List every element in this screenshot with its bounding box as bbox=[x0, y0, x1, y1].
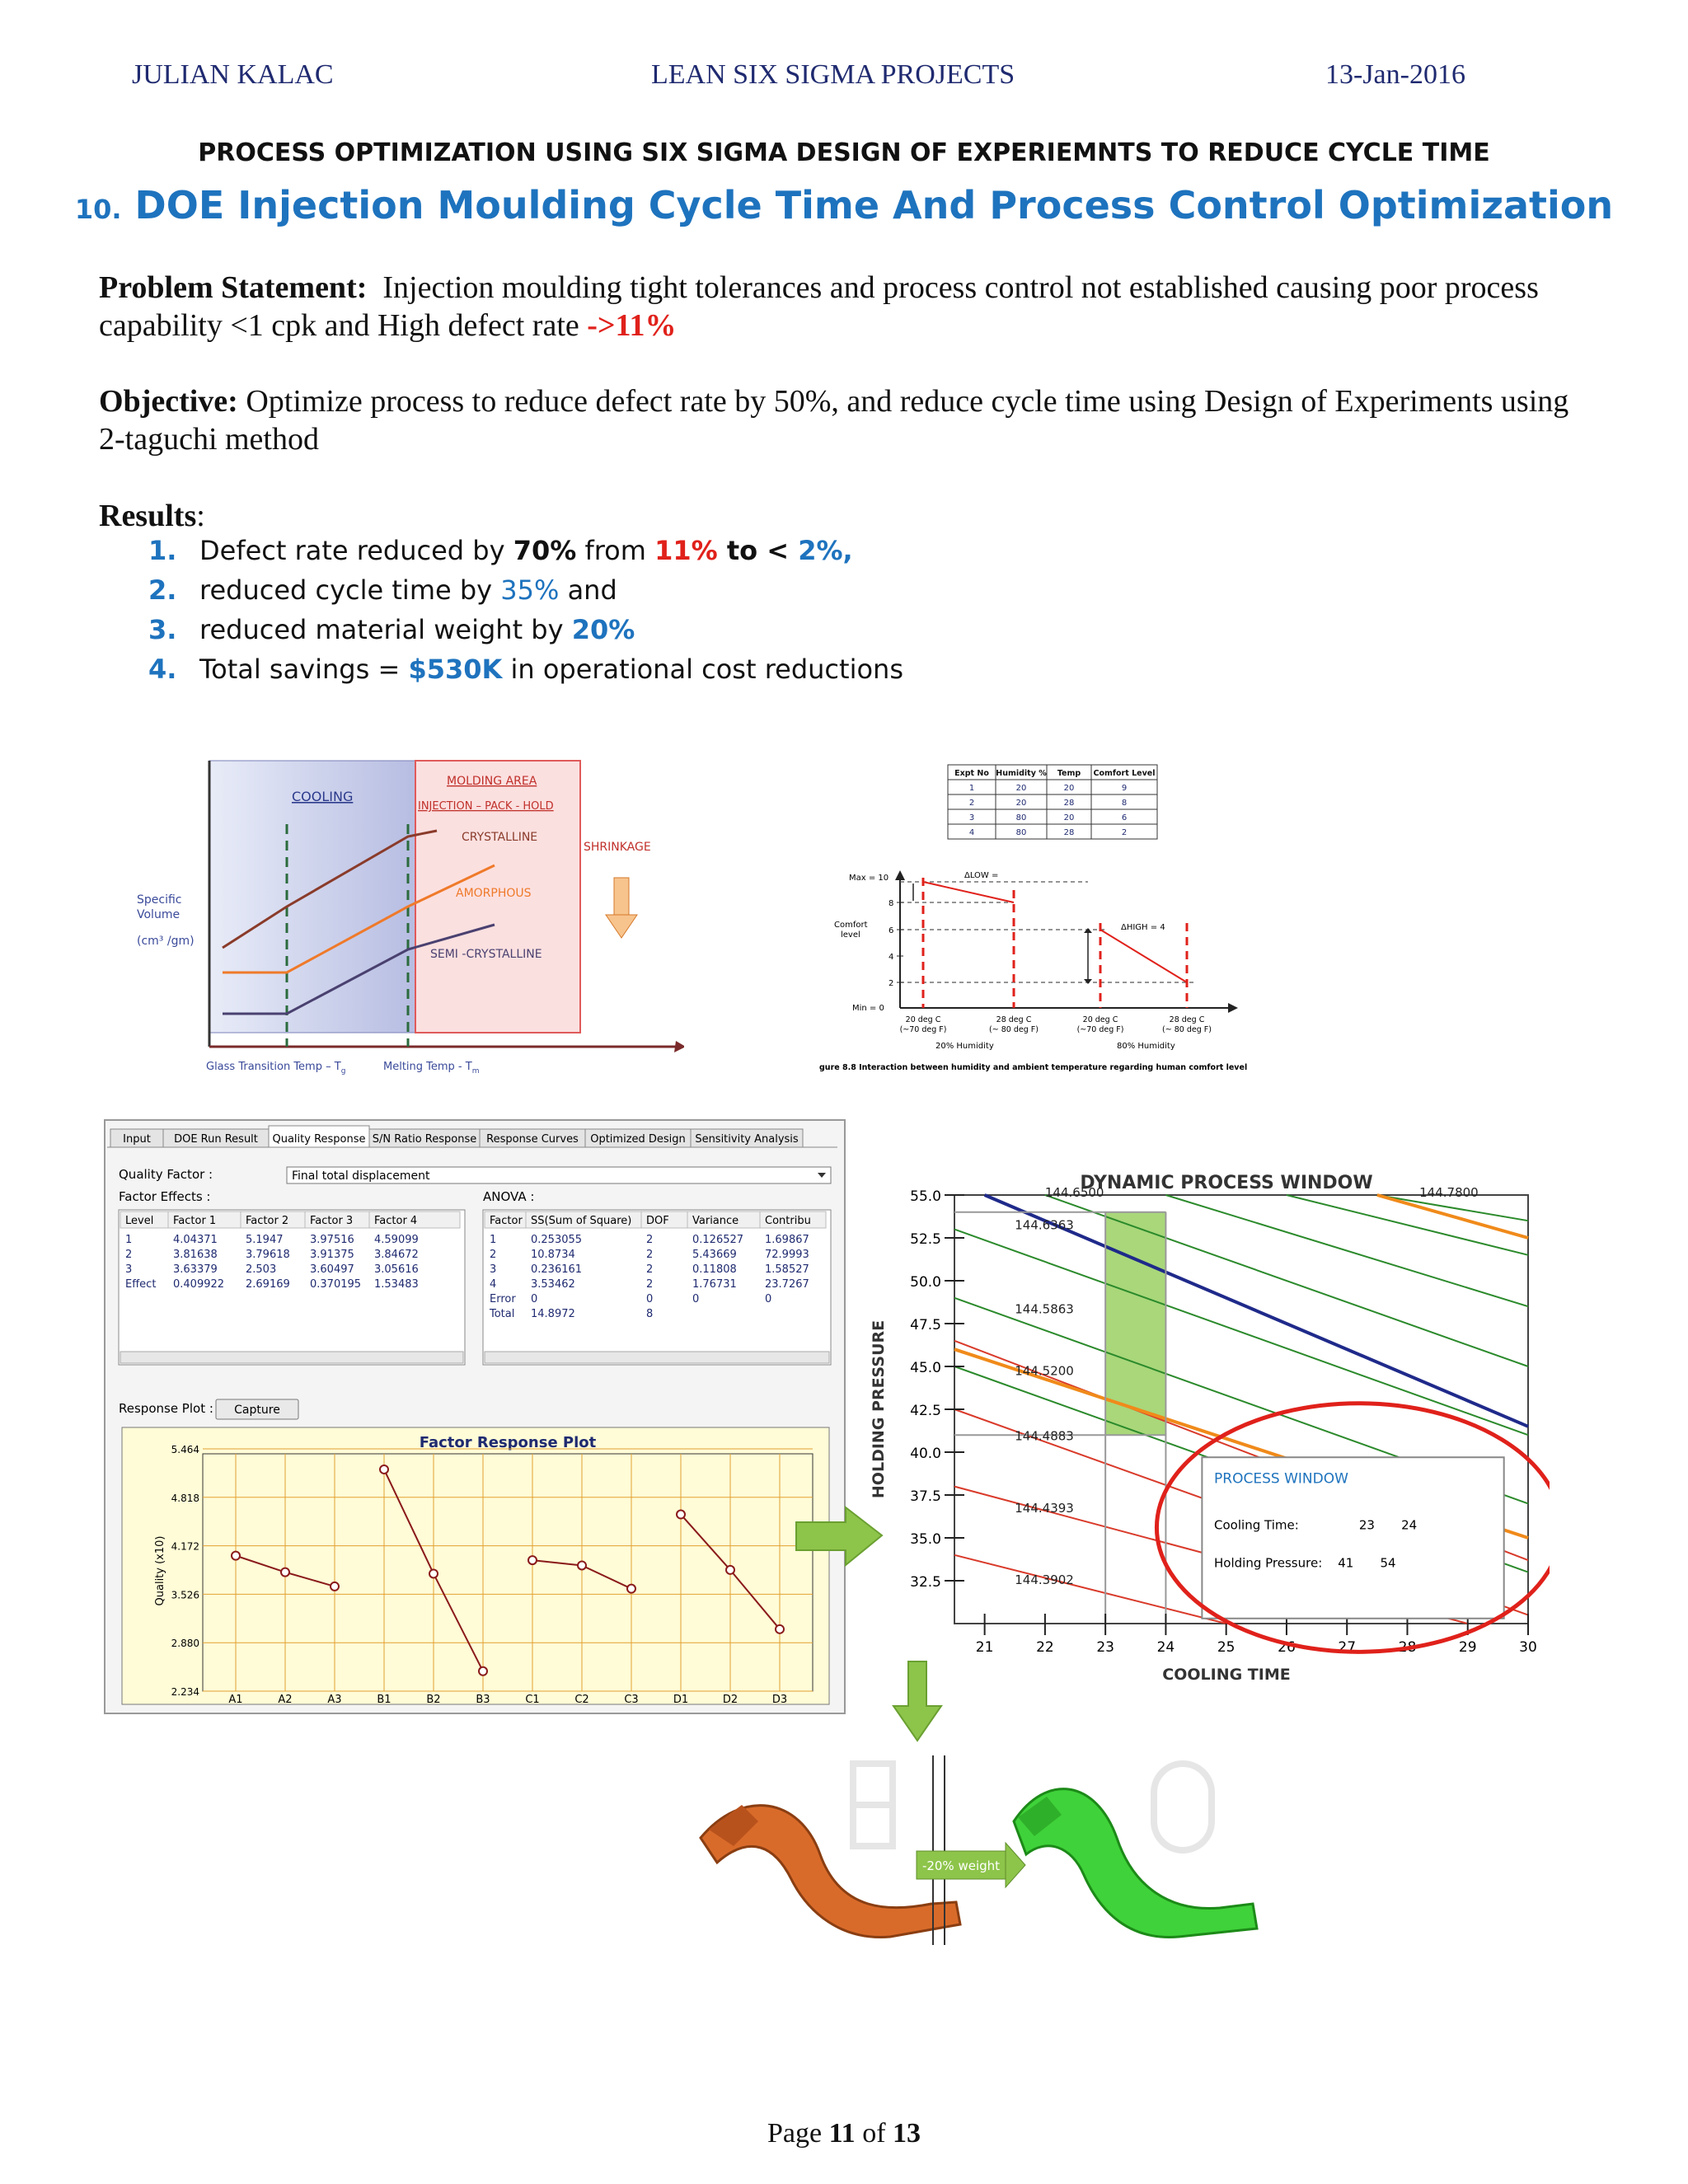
table-cell: 4.59099 bbox=[374, 1234, 419, 1246]
x-tick-label: B3 bbox=[476, 1694, 490, 1706]
y-tick-label: 50.0 bbox=[910, 1274, 941, 1291]
y-tick-label: 4.818 bbox=[171, 1492, 199, 1504]
x-tick-label: 29 bbox=[1458, 1639, 1477, 1656]
process-window-title: PROCESS WINDOW bbox=[1214, 1470, 1348, 1488]
table-cell: 3.97516 bbox=[310, 1234, 354, 1246]
table-cell: 2 bbox=[490, 1249, 497, 1261]
comfort-x-ticks bbox=[900, 1015, 1212, 1034]
pressure-label: Holding Pressure: bbox=[1214, 1555, 1323, 1571]
comfort-table-text: Temp bbox=[1057, 769, 1081, 778]
y-tick-label: 5.464 bbox=[171, 1444, 199, 1455]
delta-low-label: ΔLOW = bbox=[964, 871, 999, 880]
comfort-caption: gure 8.8 Interaction between humidity and ambient temperature regarding human comfort level bbox=[819, 1063, 1248, 1072]
table-header: Factor bbox=[490, 1215, 523, 1227]
comfort-table-text: 20 bbox=[1063, 813, 1075, 823]
table-cell: 8 bbox=[646, 1308, 654, 1320]
pressure-min: 41 bbox=[1338, 1555, 1354, 1571]
y-tick-label: 8 bbox=[889, 899, 894, 908]
data-point bbox=[429, 1569, 438, 1577]
y-tick-label: 2.234 bbox=[171, 1686, 199, 1698]
table-header: Factor 2 bbox=[246, 1215, 289, 1227]
objective-text: Optimize process to reduce defect rate by 50%, and reduce cycle time using Design of Experiments using 2-taguchi method bbox=[99, 384, 1569, 457]
table-cell: 3.05616 bbox=[374, 1263, 419, 1276]
table-cell: 23.7267 bbox=[765, 1278, 809, 1291]
comfort-table bbox=[948, 765, 1157, 839]
x-tick-sublabel: (~ 80 deg F) bbox=[1162, 1025, 1212, 1034]
cooling-min: 23 bbox=[1358, 1517, 1375, 1533]
tab-strip bbox=[107, 1126, 837, 1147]
delta-high-label: ΔHIGH = 4 bbox=[1121, 923, 1165, 932]
x-tick-label: D1 bbox=[673, 1694, 689, 1706]
comfort-table-text: Humidity % bbox=[996, 769, 1047, 778]
data-point bbox=[281, 1568, 289, 1577]
x-tick-label: B1 bbox=[377, 1694, 392, 1706]
comfort-table-text: 8 bbox=[1121, 799, 1128, 808]
data-point bbox=[232, 1552, 240, 1560]
tab-label: DOE Run Result bbox=[174, 1133, 258, 1146]
y-tick-label: 45.0 bbox=[910, 1360, 941, 1376]
x-tick-label: 27 bbox=[1338, 1639, 1357, 1656]
problem-statement bbox=[99, 269, 1599, 344]
contour-label: 144.5863 bbox=[1015, 1301, 1074, 1317]
table-cell: 0.409922 bbox=[173, 1278, 225, 1291]
table-header: SS(Sum of Square) bbox=[531, 1215, 632, 1227]
specific-volume-diagram bbox=[124, 733, 684, 1080]
table-cell: 10.8734 bbox=[531, 1249, 575, 1261]
table-header: Variance bbox=[692, 1215, 739, 1227]
table-cell: 3.81638 bbox=[173, 1249, 218, 1261]
contour-label: 144.3902 bbox=[1015, 1572, 1074, 1588]
table-cell: 1.58527 bbox=[765, 1263, 809, 1276]
tab-label: S/N Ratio Response bbox=[372, 1133, 477, 1146]
x-tick-sublabel: (~70 deg F) bbox=[1076, 1025, 1124, 1034]
group-20-label: 20% Humidity bbox=[935, 1042, 994, 1051]
shrinkage-label: SHRINKAGE bbox=[584, 841, 651, 854]
y-tick-label: 55.0 bbox=[910, 1188, 941, 1205]
comfort-table-text: 20 bbox=[1015, 799, 1027, 808]
x-label-glass: Glass Transition Temp – T bbox=[206, 1061, 341, 1073]
data-point bbox=[726, 1566, 734, 1574]
objective bbox=[99, 382, 1599, 458]
table-cell: 72.9993 bbox=[765, 1249, 809, 1261]
x-tick-label: 23 bbox=[1096, 1639, 1114, 1656]
table-cell: 0.126527 bbox=[692, 1234, 744, 1246]
objective-label: Objective: bbox=[99, 384, 238, 419]
x-tick-label: 25 bbox=[1217, 1639, 1236, 1656]
data-point bbox=[528, 1556, 537, 1564]
data-point bbox=[479, 1667, 487, 1675]
table-cell: 0 bbox=[692, 1293, 700, 1305]
comfort-table-text: 3 bbox=[968, 813, 975, 823]
x-tick-sublabel: (~70 deg F) bbox=[899, 1025, 947, 1034]
table-header: Factor 4 bbox=[374, 1215, 418, 1227]
table-cell: 4.04371 bbox=[173, 1234, 218, 1246]
chart-title: DYNAMIC PROCESS WINDOW bbox=[1080, 1173, 1373, 1193]
molding-sub-label: INJECTION – PACK - HOLD bbox=[418, 800, 554, 813]
tab-label: Response Curves bbox=[486, 1133, 579, 1146]
x-tick-label: C2 bbox=[574, 1694, 589, 1706]
quality-factor-value: Final total displacement bbox=[292, 1169, 430, 1183]
cooling-max: 24 bbox=[1401, 1517, 1418, 1533]
results-heading: Results: bbox=[99, 499, 205, 533]
cooling-label: Cooling Time: bbox=[1214, 1517, 1299, 1533]
x-tick-sublabel: (~ 80 deg F) bbox=[989, 1025, 1039, 1034]
table-cell: Effect bbox=[125, 1278, 157, 1291]
comfort-y-ticks bbox=[889, 899, 903, 988]
plot-title: Factor Response Plot bbox=[419, 1434, 597, 1451]
comfort-table-text: 28 bbox=[1063, 828, 1075, 837]
crystalline-label: CRYSTALLINE bbox=[462, 831, 538, 844]
x-tick-label: 28 deg C bbox=[996, 1015, 1032, 1024]
x-tick-label: A1 bbox=[228, 1694, 243, 1706]
problem-label: Problem Statement: bbox=[99, 270, 368, 305]
cooling-label: COOLING bbox=[292, 789, 354, 804]
y-axis-label: HOLDING PRESSURE bbox=[870, 1319, 888, 1499]
y-axis-label: Quality (x10) bbox=[154, 1535, 166, 1606]
table-cell: 1 bbox=[125, 1234, 133, 1246]
y-tick-label: 47.5 bbox=[910, 1317, 941, 1333]
comfort-table-text: 2 bbox=[968, 799, 975, 808]
table-cell: 0.11808 bbox=[692, 1263, 737, 1276]
tab-label: Sensitivity Analysis bbox=[695, 1133, 799, 1146]
y-min-label: Min = 0 bbox=[852, 1004, 884, 1013]
table-cell: 2.503 bbox=[246, 1263, 277, 1276]
comfort-table-text: Comfort Level bbox=[1093, 769, 1156, 778]
y-tick-label: 2 bbox=[889, 979, 894, 988]
data-point bbox=[627, 1585, 635, 1593]
x-tick-label: 20 deg C bbox=[905, 1015, 941, 1024]
contour-label: 144.7800 bbox=[1419, 1185, 1479, 1201]
table-cell: 3.79618 bbox=[246, 1249, 290, 1261]
y-tick-label: 6 bbox=[889, 926, 894, 935]
contour-label: 144.4883 bbox=[1015, 1428, 1074, 1444]
dynamic-process-window-chart bbox=[857, 1154, 1550, 1698]
x-tick-label: B2 bbox=[426, 1694, 441, 1706]
table-cell: 1.53483 bbox=[374, 1278, 419, 1291]
comfort-y-label-1: Comfort bbox=[834, 921, 868, 930]
header-date: 13-Jan-2016 bbox=[1325, 59, 1465, 90]
problem-highlight: ->11% bbox=[587, 308, 677, 343]
down-arrow-icon bbox=[889, 1657, 946, 1747]
list-item: 3. reduced material weight by 20% bbox=[148, 614, 635, 645]
x-tick-label: 21 bbox=[975, 1639, 994, 1656]
table-cell: 0.253055 bbox=[531, 1234, 583, 1246]
semi-crystalline-label: SEMI -CRYSTALLINE bbox=[430, 948, 542, 961]
table-cell: 1 bbox=[490, 1234, 497, 1246]
table-cell: 5.1947 bbox=[246, 1234, 284, 1246]
y-tick-label: 32.5 bbox=[910, 1574, 941, 1591]
table-cell: 0.236161 bbox=[531, 1263, 583, 1276]
list-item: 2. reduced cycle time by 35% and bbox=[148, 574, 617, 606]
table-header: DOF bbox=[646, 1215, 669, 1227]
comfort-table-text: 2 bbox=[1121, 828, 1128, 837]
comfort-table-text: 9 bbox=[1121, 784, 1128, 793]
x-label-melt-sub: m bbox=[471, 1067, 480, 1076]
y-tick-label: 4.172 bbox=[171, 1540, 199, 1553]
table-cell: 3.84672 bbox=[374, 1249, 419, 1261]
contour-label: 144.4393 bbox=[1015, 1500, 1074, 1516]
header-title: LEAN SIX SIGMA PROJECTS bbox=[651, 59, 1015, 90]
svg-text:Glass Transition Temp – Tg bbox=[206, 1061, 345, 1076]
data-point bbox=[578, 1561, 586, 1569]
x-label-melt: Melting Temp - T bbox=[383, 1061, 472, 1073]
comfort-table-text: 28 bbox=[1063, 799, 1075, 808]
comfort-interaction-figure bbox=[816, 758, 1261, 1080]
x-tick-label: D3 bbox=[771, 1694, 788, 1706]
pressure-max: 54 bbox=[1380, 1555, 1396, 1571]
header-author: JULIAN KALAC bbox=[132, 59, 334, 90]
comfort-table-text: 4 bbox=[968, 828, 975, 837]
x-tick-label: 28 bbox=[1398, 1639, 1417, 1656]
x-tick-label: D2 bbox=[722, 1694, 738, 1706]
tab-label: Quality Response bbox=[272, 1133, 366, 1146]
comfort-table-text: 80 bbox=[1015, 813, 1027, 823]
document-subtitle: PROCESS OPTIMIZATION USING SIX SIGMA DESIGN OF EXPERIEMNTS TO REDUCE CYCLE TIME bbox=[198, 138, 1490, 167]
table-cell: 2 bbox=[646, 1234, 654, 1246]
y-tick-label: 52.5 bbox=[910, 1231, 941, 1248]
part-weight-comparison bbox=[684, 1739, 1278, 1953]
table-cell: 2 bbox=[646, 1263, 654, 1276]
y-tick-label: 40.0 bbox=[910, 1446, 941, 1462]
x-tick-label: 20 deg C bbox=[1082, 1015, 1118, 1024]
weight-badge: -20% weight bbox=[921, 1858, 1001, 1873]
table-cell: 1.76731 bbox=[692, 1278, 737, 1291]
table-cell: 14.8972 bbox=[531, 1308, 575, 1320]
title-number: 10. bbox=[74, 194, 122, 225]
table-cell: 3 bbox=[490, 1263, 497, 1276]
table-cell: 0 bbox=[531, 1293, 538, 1305]
table-cell: 1.69867 bbox=[765, 1234, 809, 1246]
comfort-table-text: 20 bbox=[1063, 784, 1075, 793]
x-tick-label: 30 bbox=[1519, 1639, 1537, 1656]
x-tick-label: 22 bbox=[1036, 1639, 1054, 1656]
data-point bbox=[331, 1582, 339, 1591]
x-tick-label: C1 bbox=[525, 1694, 540, 1706]
results-list bbox=[148, 531, 903, 689]
y-tick-label: 4 bbox=[889, 953, 894, 962]
table-cell: 4 bbox=[490, 1278, 497, 1291]
factor-effects-label: Factor Effects : bbox=[119, 1189, 211, 1204]
comfort-table-text: 20 bbox=[1015, 784, 1027, 793]
table-cell: 2 bbox=[646, 1249, 654, 1261]
table-header: Factor 1 bbox=[173, 1215, 217, 1227]
x-tick-label: 28 deg C bbox=[1169, 1015, 1205, 1024]
y-label-unit: (cm³ /gm) bbox=[137, 935, 195, 948]
title-text: DOE Injection Moulding Cycle Time And Process Control Optimization bbox=[134, 183, 1614, 227]
x-tick-label: 24 bbox=[1156, 1639, 1175, 1656]
anova-label: ANOVA : bbox=[483, 1189, 535, 1204]
table-cell: 3.63379 bbox=[173, 1263, 218, 1276]
table-cell: 0 bbox=[765, 1293, 772, 1305]
table-cell: 3.53462 bbox=[531, 1278, 575, 1291]
table-cell: 2.69169 bbox=[246, 1278, 290, 1291]
table-cell: Error bbox=[490, 1293, 516, 1305]
table-cell: 3 bbox=[125, 1263, 133, 1276]
y-tick-label: 2.880 bbox=[171, 1638, 199, 1650]
x-tick-label: 26 bbox=[1278, 1639, 1296, 1656]
table-cell: 2 bbox=[646, 1278, 654, 1291]
table-cell: 3.91375 bbox=[310, 1249, 354, 1261]
x-label-glass-sub: g bbox=[340, 1067, 346, 1076]
quality-factor-label: Quality Factor : bbox=[119, 1167, 213, 1182]
comfort-y-label-2: level bbox=[841, 930, 860, 940]
data-point bbox=[380, 1465, 388, 1474]
svg-text:Melting Temp - Tm bbox=[383, 1061, 479, 1076]
capture-button-label: Capture bbox=[234, 1404, 280, 1417]
table-header: Factor 3 bbox=[310, 1215, 354, 1227]
list-item: 4. Total savings = $530K in operational cost reductions bbox=[148, 654, 903, 685]
table-header: Contribu bbox=[765, 1215, 811, 1227]
y-tick-label: 42.5 bbox=[910, 1403, 941, 1419]
contour-label: 144.6363 bbox=[1015, 1217, 1074, 1233]
response-plot-label: Response Plot : bbox=[119, 1401, 213, 1416]
page-number: Page 11 of 13 bbox=[767, 2118, 921, 2149]
document-title bbox=[0, 183, 1688, 227]
doe-software-window bbox=[104, 1119, 846, 1714]
factor-effects-scrollbar[interactable] bbox=[120, 1352, 463, 1363]
table-cell: 0.370195 bbox=[310, 1278, 362, 1291]
table-cell: 5.43669 bbox=[692, 1249, 737, 1261]
table-cell: 2 bbox=[125, 1249, 133, 1261]
tab-label: Optimized Design bbox=[590, 1133, 686, 1146]
comfort-table-text: 80 bbox=[1015, 828, 1027, 837]
table-cell: Total bbox=[490, 1308, 515, 1320]
table-header: Level bbox=[125, 1215, 154, 1227]
tab-label: Input bbox=[123, 1133, 151, 1146]
y-max-label: Max = 10 bbox=[849, 874, 889, 883]
y-tick-label: 3.526 bbox=[171, 1589, 199, 1601]
amorphous-label: AMORPHOUS bbox=[456, 887, 532, 900]
x-tick-label: A3 bbox=[327, 1694, 342, 1706]
x-tick-label: A2 bbox=[278, 1694, 293, 1706]
group-80-label: 80% Humidity bbox=[1117, 1042, 1175, 1051]
right-arrow-icon bbox=[791, 1504, 890, 1570]
comfort-table-text: 1 bbox=[968, 784, 975, 793]
y-label-volume: Volume bbox=[137, 908, 181, 921]
y-tick-label: 37.5 bbox=[910, 1488, 941, 1505]
list-item: 1. Defect rate reduced by 70% from 11% to < 2%, bbox=[148, 535, 853, 566]
data-point bbox=[677, 1511, 685, 1519]
anova-scrollbar[interactable] bbox=[485, 1352, 829, 1363]
comfort-table-text: Expt No bbox=[954, 769, 989, 778]
y-label-specific: Specific bbox=[137, 893, 182, 907]
data-point bbox=[776, 1625, 784, 1633]
comfort-table-text: 6 bbox=[1121, 813, 1128, 823]
x-tick-label: C3 bbox=[624, 1694, 639, 1706]
contour-label: 144.6500 bbox=[1044, 1185, 1104, 1201]
molding-area-label: MOLDING AREA bbox=[447, 775, 537, 788]
contour-label: 144.5200 bbox=[1015, 1363, 1074, 1379]
x-axis-label: COOLING TIME bbox=[1162, 1666, 1291, 1684]
y-tick-label: 35.0 bbox=[910, 1531, 941, 1548]
table-cell: 0 bbox=[646, 1293, 654, 1305]
problem-text: Injection moulding tight tolerances and process control not established causing poor process capability <1 cpk and High defect rate bbox=[99, 270, 1539, 343]
table-cell: 3.60497 bbox=[310, 1263, 354, 1276]
